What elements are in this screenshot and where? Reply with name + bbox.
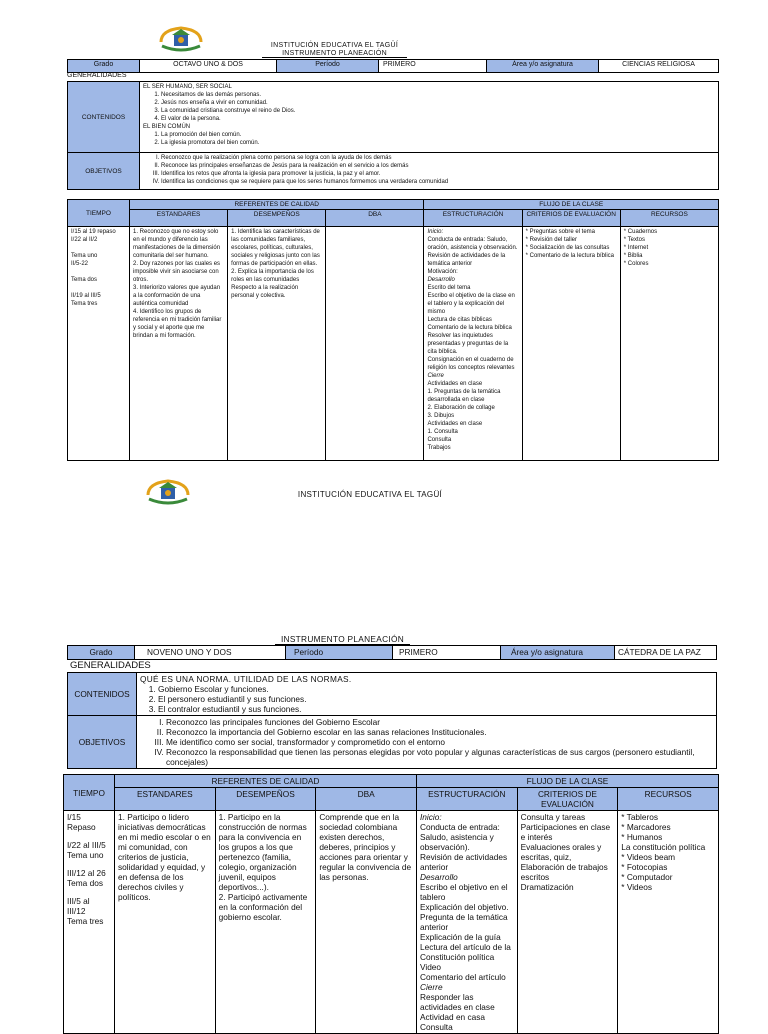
estructuracion-line: Escribo el objetivo de la clase en el tablero y la explicación del mismo [427, 293, 515, 315]
tiempo-header: TIEMPO [68, 200, 130, 227]
planning-table [67, 199, 719, 461]
objetivo-item: II. Reconoce las principales enseñanzas de Jesús para la realización en el servicio a los demás [161, 162, 715, 170]
estructuracion-header: ESTRUCTURACIÓN [416, 788, 517, 811]
estructuracion-line: Escribo el objetivo en el tablero [419, 882, 508, 902]
estructuracion-line: Resolver las inquietudes presentadas y preguntas de la cita bíblica. [427, 333, 509, 355]
flujo-header: FLUJO DE LA CLASE [424, 200, 719, 210]
objetivos-label: OBJETIVOS [68, 153, 140, 190]
school-logo [158, 24, 204, 54]
contenidos-table [67, 672, 717, 769]
contenidos-cell [140, 82, 719, 153]
estructuracion-line: 3. Dibujos [427, 413, 455, 419]
tiempo-line: Repaso [67, 822, 96, 832]
contenido-item: 2. El personero estudiantil y sus funciones. [158, 694, 713, 704]
contenidos-table [67, 81, 719, 190]
contenidos-label: CONTENIDOS [68, 82, 140, 153]
contenido-item: 1. La promoción del bien común. [161, 131, 715, 139]
area-value: CÁTEDRA DE LA PAZ [615, 646, 717, 660]
periodo-value: PRIMERO [379, 60, 487, 73]
criterios-header: CRITERIOS DE EVALUACIÓN [522, 210, 620, 227]
tiempo-header: TIEMPO [64, 775, 115, 811]
estructuracion-line: Lectura de citas bíblicas [427, 317, 492, 323]
tiempo-line: II/5-22 [71, 261, 89, 267]
objetivo-item: IV. Reconozco la responsabilidad que tienen las personas elegidas por voto popular y algunas características de sus cargos (personero estudiantil, concejales) [166, 747, 713, 767]
planning-table [63, 774, 719, 1034]
info-table [67, 59, 719, 73]
contenido-item: 1. Necesitamos de las demás personas. [161, 91, 715, 99]
desempenos-header: DESEMPEÑOS [228, 210, 326, 227]
periodo-label: Período [277, 60, 379, 73]
estructuracion-line: Revisión de actividades anterior [419, 852, 508, 872]
estructuracion-line: Conducta de entrada: Saludo, oración, asistencia y observación. [427, 237, 518, 251]
tiempo-line: Tema dos [71, 277, 98, 283]
periodo-label: Período [286, 646, 393, 660]
estandares-cell: 1. Reconozco que no estoy solo en el mundo y diferencio las manifestaciones de la dimensión comunitaria del ser humano. 2. Doy razones por las cuales es imposible vivir sin asociarse con otros. 3. Interiorizo valores que ayudan a la conformación de una auténtica comunidad 4. Identifico los grupos de referencia en mi tradición familiar y social y el aporte que me brindan a mi formación. [130, 227, 228, 461]
estructuracion-line: Actividades en clase [427, 381, 483, 387]
document-title: INSTRUMENTO PLANEACIÓN [275, 634, 410, 645]
contenido-item: 2. Jesús nos enseña a vivir en comunidad. [161, 99, 715, 107]
grado-label: Grado [68, 60, 140, 73]
estructuracion-line: Revisión de actividades de la temática anterior [427, 253, 506, 267]
referentes-header: REFERENTES DE CALIDAD [130, 200, 424, 210]
estructuracion-line: Consulta [427, 437, 452, 443]
grado-label: Grado [68, 646, 135, 660]
tiempo-line: I/22 al II/2 [71, 237, 98, 243]
criterios-cell: Consulta y tareas Participaciones en clase e interés Evaluaciones orales y escritas, quiz, Elaboración de trabajos escritos Dramatización [517, 811, 618, 1034]
tiempo-line: Tema tres [67, 916, 104, 926]
tiempo-line: III/5 al [67, 896, 90, 906]
objetivo-item: III. Identifica los retos que afronta la iglesia para promover la justicia, la paz y el amor. [161, 170, 715, 178]
generalidades-heading: GENERALIDADES [70, 660, 151, 671]
estandares-header: ESTANDARES [130, 210, 228, 227]
estructuracion-line: Comentario del artículo [419, 972, 506, 982]
area-label: Área y/o asignatura [501, 646, 615, 660]
desempenos-header: DESEMPEÑOS [215, 788, 316, 811]
estructuracion-line: Pregunta de la temática anterior [419, 912, 508, 932]
objetivo-item: III. Me identifico como ser social, transformador y comprometido con el entorno [166, 737, 713, 747]
grado-value: OCTAVO UNO & DOS [140, 60, 277, 73]
dba-cell: Comprende que en la sociedad colombiana existen derechos, deberes, principios y acciones para orientar y regular la convivencia de las personas. [316, 811, 417, 1034]
contenidos-cell [137, 673, 717, 716]
school-name: INSTITUCIÓN EDUCATIVA EL TAGÜÍ [270, 42, 399, 49]
recursos-header: RECURSOS [618, 788, 719, 811]
estructuracion-cell [424, 227, 522, 461]
objetivo-item: II. Reconozco la importancia del Gobierno escolar en las sanas relaciones Institucionales. [166, 727, 713, 737]
contenidos-heading-1: EL SER HUMANO, SER SOCIAL [143, 84, 232, 90]
desempenos-cell: 1. Identifica las características de las comunidades familiares, escolares, políticas, culturales, sociales y religiosas junto con las formas de participación en ellas. 2. Explica la importancia de los roles en las comunidades Respecto a la realización personal y colectiva. [228, 227, 326, 461]
contenido-item: 4. El valor de la persona. [161, 115, 715, 123]
objetivos-label: OBJETIVOS [68, 716, 137, 769]
recursos-header: RECURSOS [620, 210, 718, 227]
estructuracion-line: Consignación en el cuaderno de religión los conceptos relevantes [427, 357, 515, 371]
contenido-item: 1. Gobierno Escolar y funciones. [158, 684, 713, 694]
estructuracion-line: Desarrollo [427, 277, 455, 283]
referentes-header: REFERENTES DE CALIDAD [115, 775, 417, 788]
tiempo-line: Tema dos [67, 878, 103, 888]
contenidos-heading-1: QUÉ ES UNA NORMA. UTILIDAD DE LAS NORMAS. [140, 674, 352, 684]
contenidos-label: CONTENIDOS [68, 673, 137, 716]
estructuracion-cell [416, 811, 517, 1034]
objetivos-cell [137, 716, 717, 769]
objetivo-item: I. Reconozco que la realización plena como persona se logra con la ayuda de los demás [161, 154, 715, 162]
tiempo-cell [64, 811, 115, 1034]
flujo-header: FLUJO DE LA CLASE [416, 775, 718, 788]
info-table [67, 645, 717, 660]
estructuracion-line: Video [419, 962, 442, 972]
contenido-item: 3. El contralor estudiantil y sus funciones. [158, 704, 713, 714]
area-label: Área y/o asignatura [487, 60, 599, 73]
grado-value: NOVENO UNO Y DOS [135, 646, 286, 660]
tiempo-line: Tema tres [71, 301, 98, 307]
school-name: INSTITUCIÓN EDUCATIVA EL TAGÜÍ [297, 490, 443, 499]
estructuracion-line: Inicio: [427, 229, 444, 235]
estructuracion-line: 1. Consulta [427, 429, 458, 435]
estructuracion-line: Conducta de entrada: Saludo, asistencia y observación). [419, 822, 500, 852]
estandares-cell: 1. Participo o lidero iniciativas democráticas en mi medio escolar o en mi comunidad, con criterios de justicia, solidaridad y equidad, y en defensa de los derechos civiles y políticos. [115, 811, 216, 1034]
tiempo-line: Tema uno [71, 253, 98, 259]
estructuracion-line: Desarrollo [419, 872, 458, 882]
criterios-cell: * Preguntas sobre el tema * Revisión del taller * Socialización de las consultas * Comentario de la lectura bíblica [522, 227, 620, 461]
tiempo-line: I/15 al 19 repaso [71, 229, 116, 235]
objetivo-item: I. Reconozco las principales funciones del Gobierno Escolar [166, 717, 713, 727]
estructuracion-line: Trabajos [427, 445, 451, 451]
estructuracion-line: Cierre [419, 982, 443, 992]
estructuracion-line: Comentario de la lectura bíblica [427, 325, 512, 331]
tiempo-cell [68, 227, 130, 461]
estructuracion-header: ESTRUCTURACIÓN [424, 210, 522, 227]
estructuracion-line: 2. Elaboración de collage [427, 405, 495, 411]
estructuracion-line: Cierre [427, 373, 444, 379]
estandares-header: ESTANDARES [115, 788, 216, 811]
estructuracion-line: Actividades en clase [427, 421, 483, 427]
objetivo-item: IV. Identifica las condiciones que se requiere para que los seres humanos formemos una verdadera comunidad [161, 178, 715, 186]
generalidades-heading: GENERALIDADES [67, 72, 127, 79]
periodo-value: PRIMERO [393, 646, 501, 660]
dba-cell [326, 227, 424, 461]
area-value: CIENCIAS RELIGIOSA [599, 60, 719, 73]
estructuracion-line: Explicación de la guía [419, 932, 501, 942]
estructuracion-line: 1. Preguntas de la temática desarrollada en clase [427, 389, 501, 403]
recursos-cell: * Tableros * Marcadores * Humanos La constitución política * Videos beam * Fotocopias * Computador * Videos [618, 811, 719, 1034]
estructuracion-line: Actividad en casa [419, 1012, 485, 1022]
document-title: INSTRUMENTO PLANEACIÓN [262, 50, 407, 58]
estructuracion-line: Inicio: [419, 812, 442, 822]
estructuracion-line: Escrito del tema [427, 285, 471, 291]
tiempo-line: I/15 [67, 812, 81, 822]
criterios-header: CRITERIOS DE EVALUACIÓN [517, 788, 618, 811]
dba-header: DBA [316, 788, 417, 811]
tiempo-line: I/22 al III/5 [67, 840, 106, 850]
estructuracion-line: Consulta [419, 1022, 453, 1032]
estructuracion-line: Motivación: [427, 269, 458, 275]
contenido-item: 2. La iglesia promotora del bien común. [161, 139, 715, 147]
tiempo-line: Tema uno [67, 850, 104, 860]
contenidos-heading-2: EL BIEN COMÚN [143, 124, 191, 130]
desempenos-cell: 1. Participo en la construcción de normas para la convivencia en los grupos a los que pertenezco (familia, colegio, organización juvenil, equipos deportivos...). 2. Participó activamente en la conformación del gobierno escolar. [215, 811, 316, 1034]
recursos-cell: * Cuadernos * Textos * Internet * Biblia * Colores [620, 227, 718, 461]
tiempo-line: II/19 al III/5 [71, 293, 101, 299]
school-logo [145, 477, 191, 507]
estructuracion-line: Lectura del artículo de la Constitución política [419, 942, 511, 962]
tiempo-line: III/12 al 26 [67, 868, 106, 878]
objetivos-cell [140, 153, 719, 190]
contenido-item: 3. La comunidad cristiana construye el reino de Dios. [161, 107, 715, 115]
tiempo-line: III/12 [67, 906, 86, 916]
estructuracion-line: Explicación del objetivo. [419, 902, 509, 912]
dba-header: DBA [326, 210, 424, 227]
estructuracion-line: Responder las actividades en clase [419, 992, 495, 1012]
